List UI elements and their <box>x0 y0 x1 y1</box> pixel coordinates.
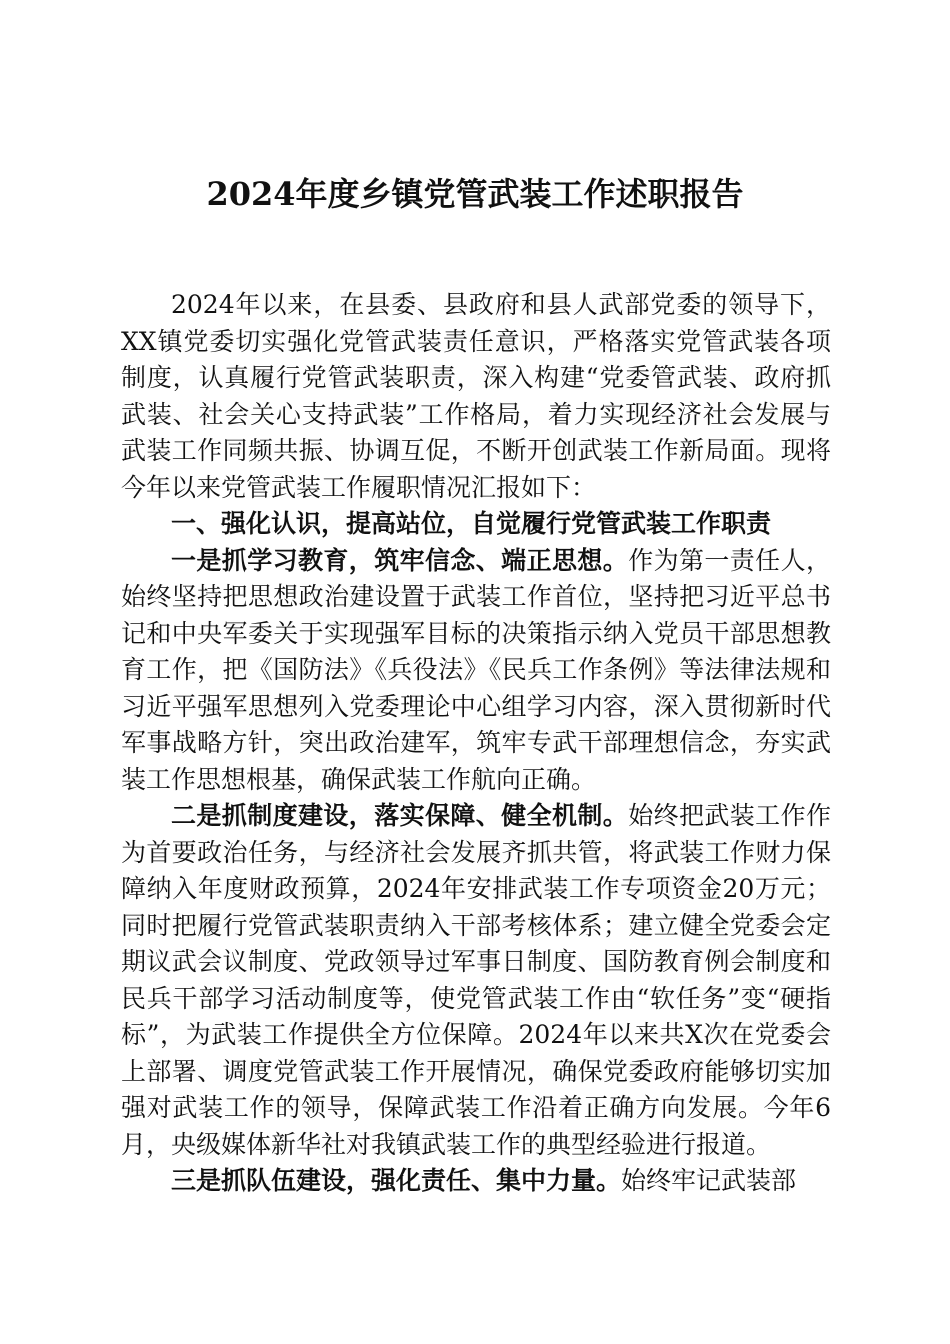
paragraph-text: 作为第一责任人，始终坚持把思想政治建设置于武装工作首位，坚持把习近平总书记和中央军委关于实现强军目标的决策指示纳入党员干部思想教育工作，把《国防法》《兵役法》《民兵工作条例》等法律法规和习近平强军思想列入党委理论中心组学习内容，深入贯彻新时代军事战略方针，突出政治建军，筑牢专武干部理想信念，夯实武装工作思想根基，确保武装工作航向正确。 <box>121 545 831 794</box>
paragraph-lead: 一是抓学习教育，筑牢信念、端正思想。 <box>171 545 629 575</box>
document-title: 2024年度乡镇党管武装工作述职报告 <box>206 175 744 213</box>
paragraph-item-2 <box>121 798 831 1163</box>
paragraph-item-1 <box>121 543 831 799</box>
paragraph-lead: 二是抓制度建设，落实保障、健全机制。 <box>171 801 629 830</box>
section-heading: 一、强化认识，提高站位，自觉履行党管武装工作职责 <box>171 509 772 538</box>
document-body <box>121 287 831 1200</box>
paragraph-lead: 三是抓队伍建设，强化责任、集中力量。 <box>171 1166 622 1195</box>
intro-paragraph: 2024年以来，在县委、县政府和县人武部党委的领导下，XX镇党委切实强化党管武装责任意识，严格落实党管武装各项制度，认真履行党管武装职责，深入构建“党委管武装、政府抓武装、社会关心支持武装”工作格局，着力实现经济社会发展与武装工作同频共振、协调互促，不断开创武装工作新局面。现将今年以来党管武装工作履职情况汇报如下： <box>121 290 831 502</box>
paragraph-item-3 <box>121 1163 831 1200</box>
paragraph-text: 始终把武装工作作为首要政治任务，与经济社会发展齐抓共管，将武装工作财力保障纳入年度财政预算，2024年安排武装工作专项资金20万元；同时把履行党管武装职责纳入干部考核体系；建立健全党委会定期议武会议制度、党政领导过军事日制度、国防教育例会制度和民兵干部学习活动制度等，使党管武装工作由“软任务”变“硬指标”，为武装工作提供全方位保障。2024年以来共X次在党委会上部署、调度党管武装工作开展情况，确保党委政府能够切实加强对武装工作的领导，保障武装工作沿着正确方向发展。今年6月，央级媒体新华社对我镇武装工作的典型经验进行报道。 <box>121 801 831 1159</box>
paragraph-text: 始终牢记武装部 <box>621 1166 797 1195</box>
